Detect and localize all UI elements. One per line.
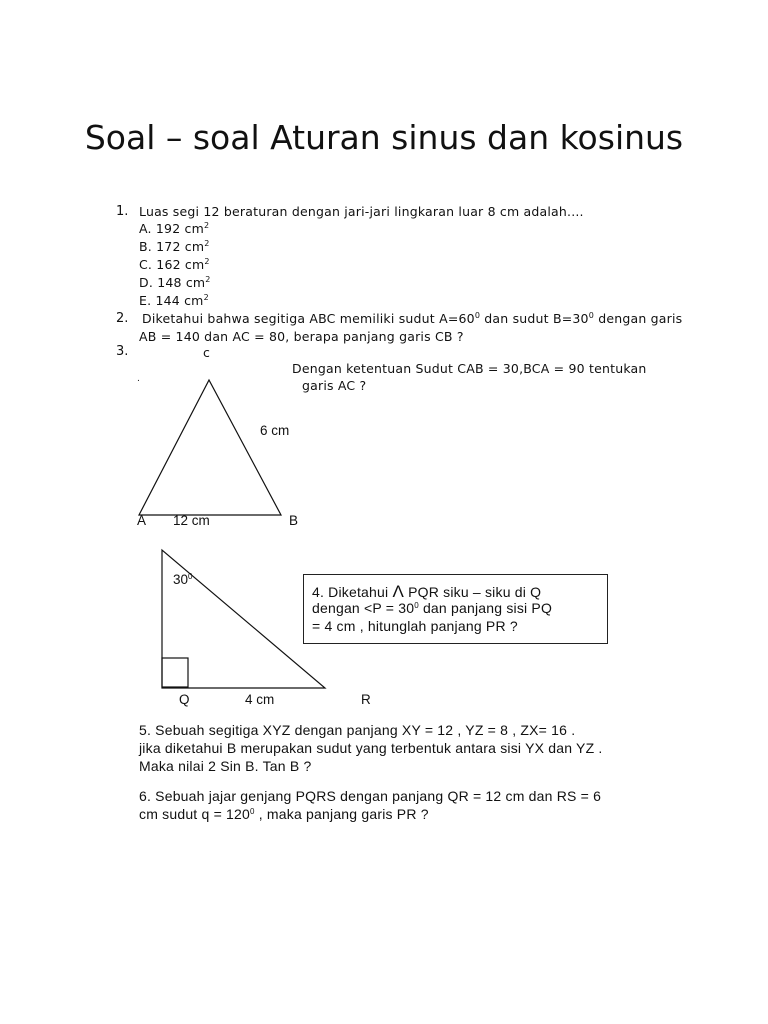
page-title: Soal – soal Aturan sinus dan kosinus (84, 118, 684, 157)
option-label: E. (139, 293, 152, 308)
q3-vertex-b-label: B (289, 513, 299, 528)
option-label: B. (139, 239, 152, 254)
q4-box-text-c: dengan <P = 30 (312, 600, 415, 616)
q6-line1: 6. Sebuah jajar genjang PQRS dengan panjang QR = 12 cm dan RS = 6 (139, 788, 602, 804)
option-exponent: 2 (205, 275, 211, 284)
triangle-pqr (162, 550, 325, 688)
q3-vertex-a-label: A (137, 513, 147, 528)
q6-text-a: cm sudut q = 120 (139, 806, 250, 822)
q3-text-line2: garis AC ? (302, 378, 367, 393)
q3-number: 3. (116, 344, 129, 359)
q2-text-a: Diketahui bahwa segitiga ABC memiliki sudut A=60 (142, 311, 475, 326)
q3-side-label: 6 cm (260, 423, 290, 438)
option-exponent: 2 (204, 257, 210, 266)
angle-value: 30 (173, 572, 189, 587)
option-value: 172 cm (156, 239, 205, 254)
triangle-abc (139, 380, 281, 515)
option-label: A. (139, 221, 152, 236)
q2-line2: AB = 140 dan AC = 80, berapa panjang garis CB ? (139, 329, 464, 344)
option-value: 162 cm (156, 257, 205, 272)
q5-line3: Maka nilai 2 Sin B. Tan B ? (139, 758, 312, 774)
q6-text-b: , maka panjang garis PR ? (254, 806, 429, 822)
option-exponent: 2 (204, 221, 210, 230)
option-value: 148 cm (157, 275, 206, 290)
q3-dot: . (137, 374, 141, 384)
q3-text-line1: Dengan ketentuan Sudut CAB = 30,BCA = 90 tentukan (292, 361, 647, 376)
q1-number: 1. (116, 204, 129, 219)
q4-vertex-r-label: R (361, 692, 371, 707)
q3-base-label: 12 cm (173, 513, 210, 528)
option-exponent: 2 (203, 293, 209, 302)
q4-box-line2 (312, 600, 552, 616)
q2-text-b: dan sudut B=30 (484, 311, 589, 326)
option-exponent: 2 (204, 239, 210, 248)
q4-box-text-a: 4. Diketahui (312, 584, 389, 600)
degree-mark: 0 (474, 311, 481, 320)
q5-line2: jika diketahui B merupakan sudut yang terbentuk antara sisi YX dan YZ . (139, 740, 603, 756)
option-label: D. (139, 275, 153, 290)
q5-line1: 5. Sebuah segitiga XYZ dengan panjang XY = 12 , YZ = 8 , ZX= 16 . (139, 722, 576, 738)
degree-mark: 0 (188, 572, 193, 581)
q1-text: Luas segi 12 beraturan dengan jari-jari lingkaran luar 8 cm adalah.... (139, 204, 584, 219)
option-value: 192 cm (155, 221, 204, 236)
option-label: C. (139, 257, 153, 272)
q4-box-text-b: PQR siku – siku di Q (408, 584, 542, 600)
q4-base-label: 4 cm (245, 692, 275, 707)
q2-number: 2. (116, 311, 129, 326)
degree-mark: 0 (414, 601, 419, 610)
triangle-symbol: Λ (392, 582, 404, 601)
q3-vertex-c-label: c (203, 345, 211, 360)
q6-line2 (139, 806, 429, 822)
q4-box-line1 (312, 582, 541, 602)
q2-text-c: dengan garis (598, 311, 683, 326)
degree-mark: 0 (588, 311, 595, 320)
q4-angle-label (173, 572, 192, 587)
right-angle-marker (162, 658, 188, 687)
option-value: 144 cm (155, 293, 204, 308)
q4-vertex-q-label: Q (179, 692, 190, 707)
q4-box-line3: = 4 cm , hitunglah panjang PR ? (312, 618, 518, 634)
q4-box-text-d: dan panjang sisi PQ (418, 600, 553, 616)
degree-mark: 0 (250, 807, 255, 816)
